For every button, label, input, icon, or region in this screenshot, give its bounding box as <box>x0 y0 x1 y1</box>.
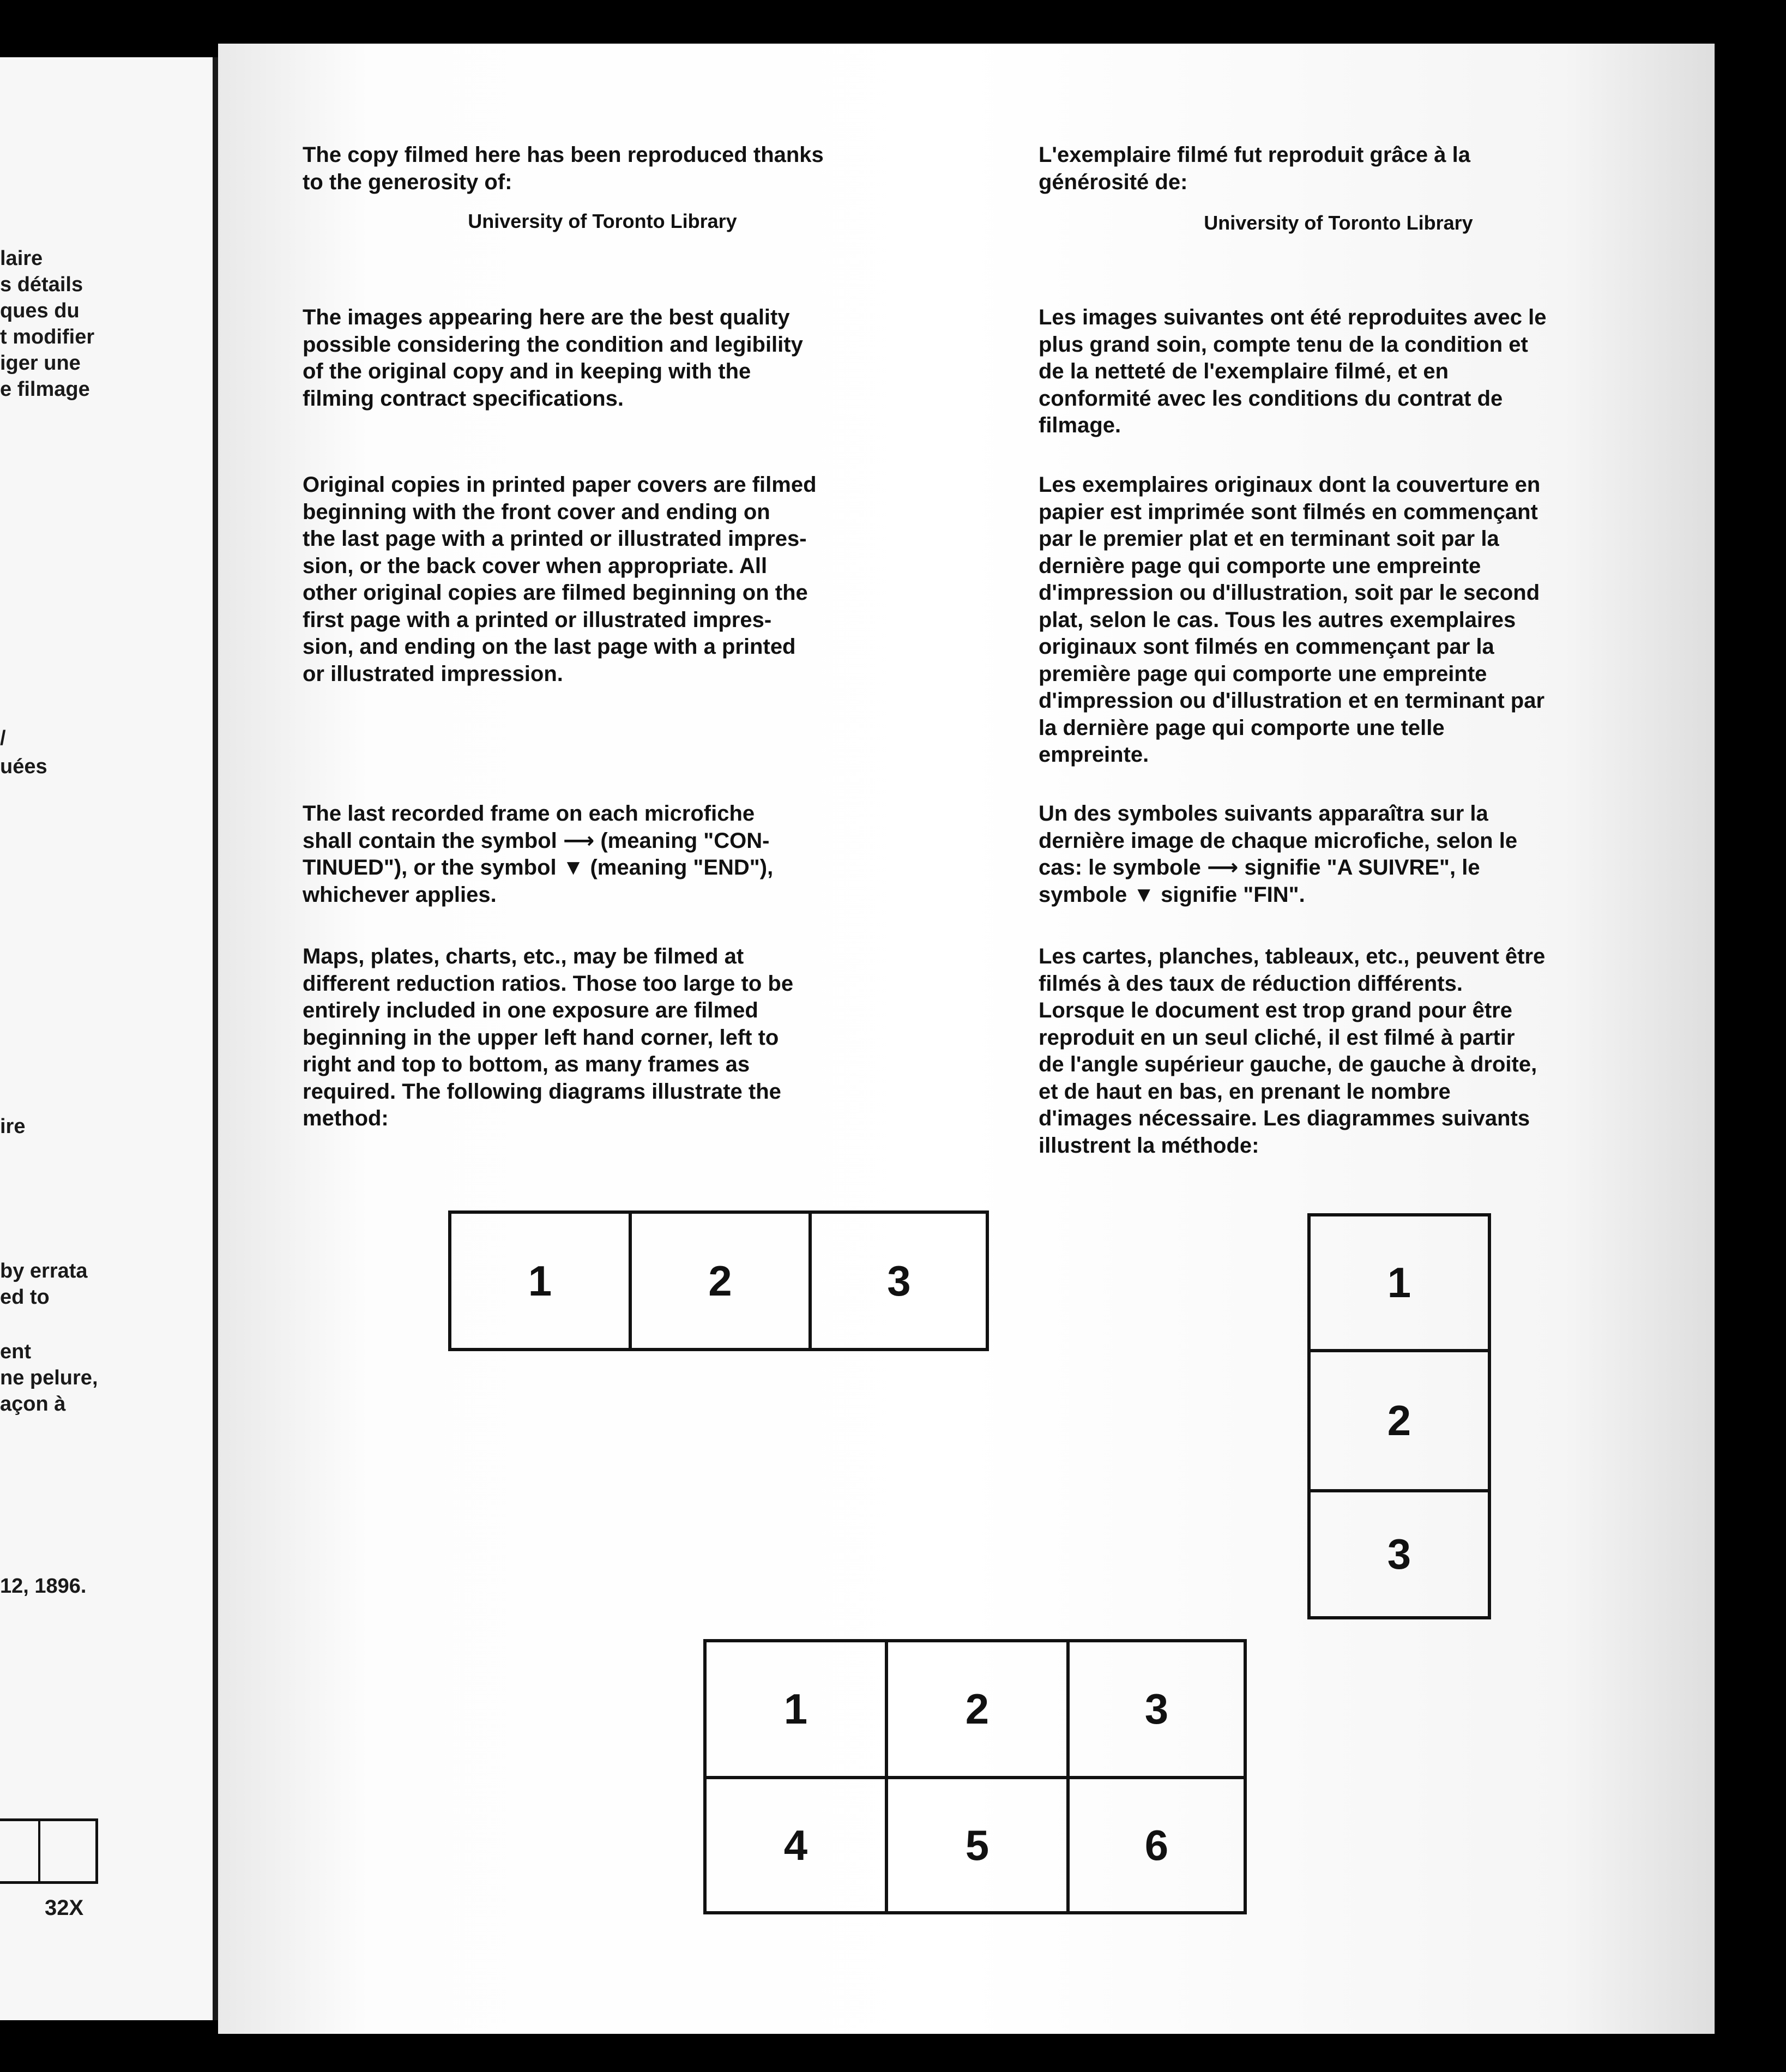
frame-number: 5 <box>965 1821 989 1869</box>
left-adjacent-page <box>0 57 218 2020</box>
left-mini-diagram <box>0 1818 98 1884</box>
left-fragment-scale: 32X <box>45 1896 84 1920</box>
english-library: University of Toronto Library <box>468 210 737 232</box>
left-fragment: ques du <box>0 299 80 322</box>
frame-number: 1 <box>1387 1258 1411 1306</box>
frame-number: 3 <box>1144 1685 1169 1733</box>
left-fragment: iger une <box>0 352 81 375</box>
left-fragment: by errata <box>0 1260 88 1282</box>
left-fragment: laire <box>0 247 43 270</box>
english-intro: The copy filmed here has been reproduced thanks to the generosity of: <box>303 143 824 194</box>
left-fragment: e filmage <box>0 378 90 401</box>
left-fragment: uées <box>0 755 47 778</box>
left-fragment: ne pelure, <box>0 1366 98 1389</box>
left-fragment: ire <box>0 1115 26 1138</box>
frame-number: 3 <box>1387 1530 1411 1578</box>
frame-number: 2 <box>708 1256 732 1305</box>
left-fragment: s détails <box>0 273 83 296</box>
frame-number: 4 <box>783 1821 808 1869</box>
frame-number: 1 <box>783 1685 808 1733</box>
diagram-vertical <box>1307 1213 1491 1619</box>
diagram-grid <box>703 1639 1247 1914</box>
french-paragraph-quality: Les images suivantes ont été reproduites avec le plus grand soin, compte tenu de la condition et de la netteté de l'exemplaire filmé, et en conformité avec les conditions du contrat de filmage. <box>1039 305 1547 437</box>
french-library: University of Toronto Library <box>1204 212 1473 234</box>
frame-number: 2 <box>1387 1396 1411 1444</box>
left-fragment: / <box>0 727 6 750</box>
left-fragment-date: 12, 1896. <box>0 1575 87 1598</box>
french-paragraph-covers: Les exemplaires originaux dont la couverture en papier est imprimée sont filmés en commençant par le premier plat et en terminant soit par la dernière page qui comporte une empreinte d'impression ou d'illustration, soit par le second plat, selon le cas. Tous les autres exemplaires originaux sont filmés en commençant par la première page qui comporte une empreinte d'impression ou d'illustration et en terminant par la dernière page qui comporte une telle empreinte. <box>1039 473 1545 767</box>
french-paragraph-maps: Les cartes, planches, tableaux, etc., peuvent être filmés à des taux de réduction différents. Lorsque le document est trop grand pour être reproduit en un seul cliché, il est filmé à partir de l'angle supérieur gauche, de gauche à droite, et de haut en bas, en prenant le nombre d'images nécessaire. Les diagrammes suivants illustrent la méthode: <box>1039 944 1546 1158</box>
french-paragraph-symbols: Un des symboles suivants apparaîtra sur la dernière image de chaque microfiche, selon le cas: le symbole ⟶ signifie "A SUIVRE", le symbole ▼ signifie "FIN". <box>1039 802 1518 907</box>
left-fragment: ed to <box>0 1286 50 1309</box>
english-paragraph-symbols: The last recorded frame on each microfiche shall contain the symbol ⟶ (meaning "CON- TINUED"), or the symbol ▼ (meaning "END"), whichever applies. <box>303 802 774 907</box>
frame-number: 6 <box>1144 1821 1169 1869</box>
english-paragraph-covers: Original copies in printed paper covers are filmed beginning with the front cover and ending on the last page with a printed or illustrated impres- sion, or the back cover when appropriate. All other original copies are filmed beginning on the first page with a printed or illustrated impres- sion, and ending on the last page with a printed or illustrated impression. <box>303 473 817 686</box>
frame-number: 3 <box>887 1256 911 1305</box>
left-fragment: t modifier <box>0 326 95 348</box>
left-fragment: ent <box>0 1340 31 1363</box>
french-intro: L'exemplaire filmé fut reproduit grâce à la générosité de: <box>1039 143 1470 194</box>
english-paragraph-maps: Maps, plates, charts, etc., may be filmed at different reduction ratios. Those too large to be entirely included in one exposure are filmed beginning in the upper left hand corner, left to right and top to bottom, as many frames as required. The following diagrams illustrate the method: <box>303 944 794 1130</box>
frame-number: 2 <box>965 1685 989 1733</box>
left-fragment: açon à <box>0 1393 66 1416</box>
diagram-horizontal <box>448 1210 989 1351</box>
frame-number: 1 <box>528 1256 552 1305</box>
main-page <box>218 44 1715 2034</box>
english-paragraph-quality: The images appearing here are the best quality possible considering the condition and legibility of the original copy and in keeping with the filming contract specifications. <box>303 305 803 411</box>
